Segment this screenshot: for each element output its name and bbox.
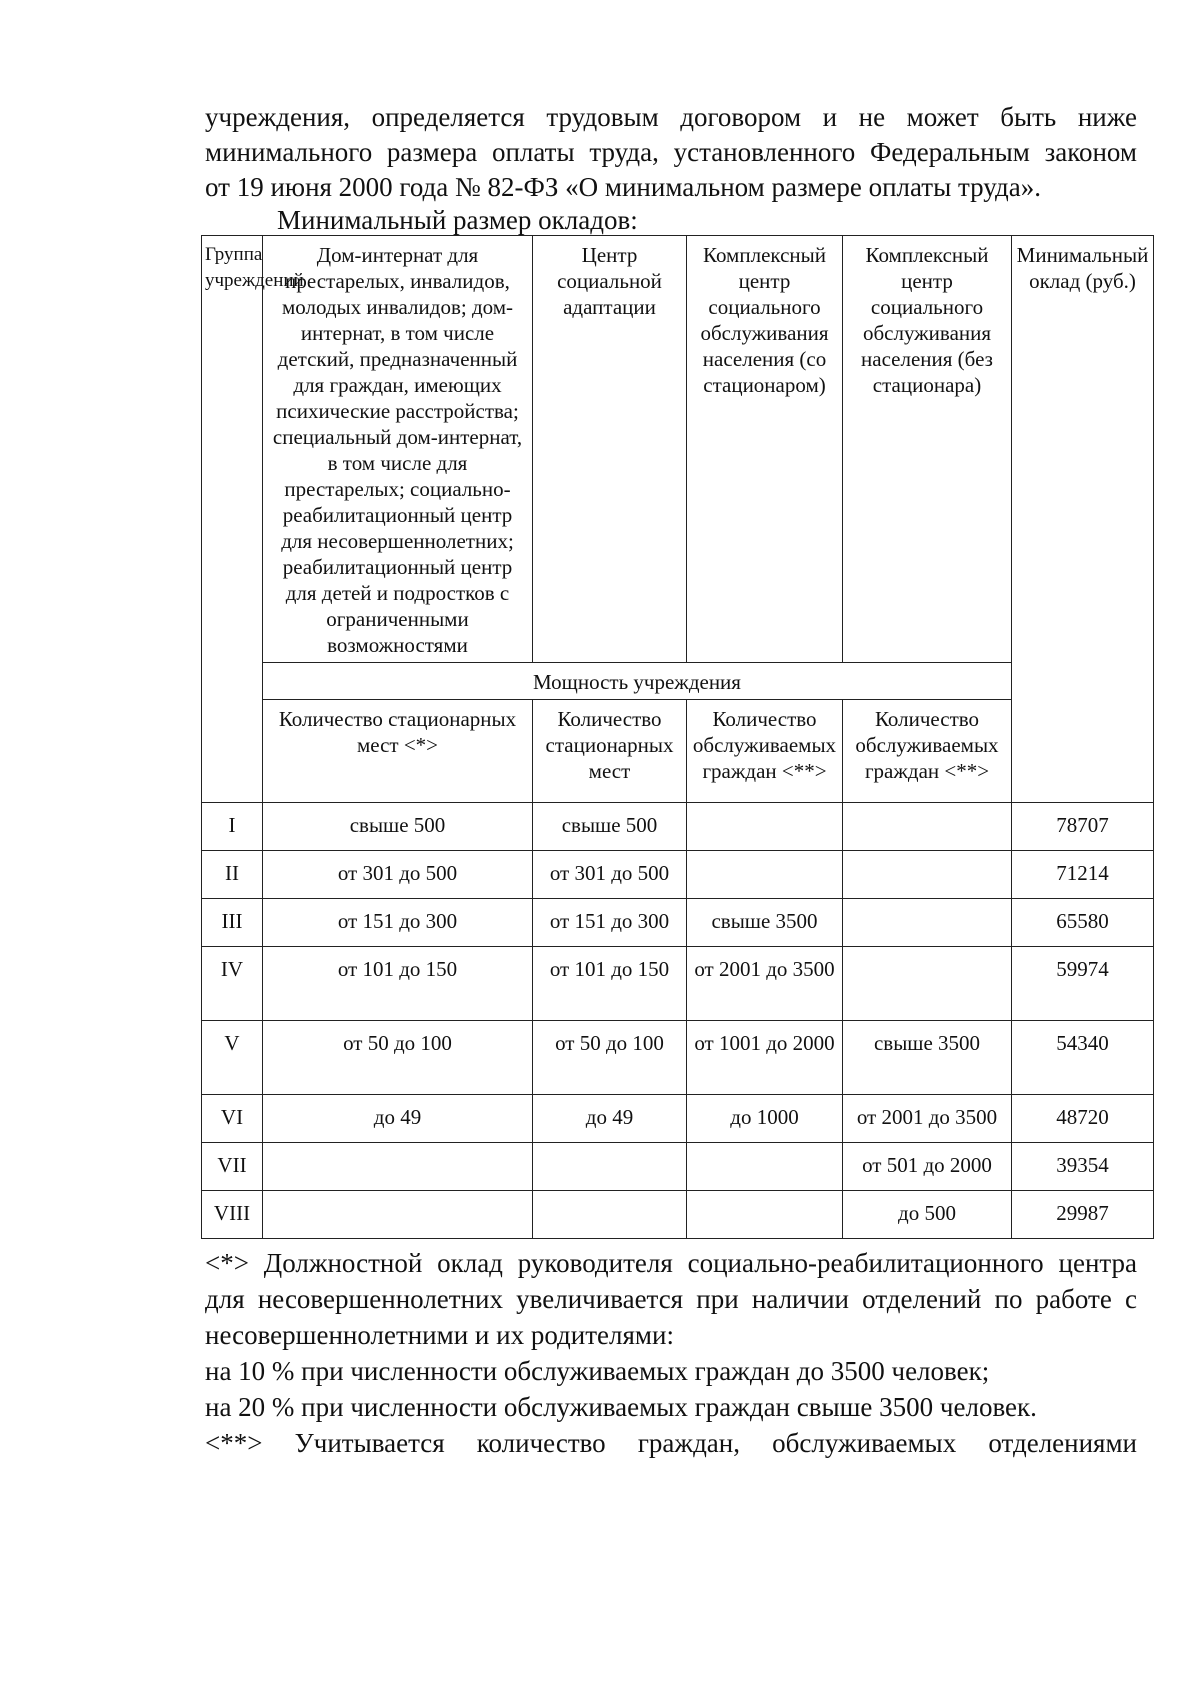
- intro-line-1: учреждения, определяется трудовым договором и не может быть ниже: [205, 102, 1137, 132]
- cell-b: от 151 до 300: [533, 899, 687, 947]
- cell-a: до 49: [263, 1095, 533, 1143]
- cell-d: [843, 899, 1012, 947]
- cell-salary: 59974: [1012, 947, 1154, 1021]
- table-row: [202, 803, 1154, 851]
- cell-c: [687, 851, 843, 899]
- capacity-row: [202, 663, 1154, 700]
- footnote-star-line-1: <*> Должностной оклад руководителя социально-реабилитационного центра: [205, 1248, 1137, 1278]
- table-row: [202, 1143, 1154, 1191]
- cell-b: [533, 1143, 687, 1191]
- footnote-star-line-3: несовершеннолетними и их родителями:: [205, 1320, 674, 1350]
- table-header-row: [202, 236, 1154, 663]
- table-row: [202, 851, 1154, 899]
- cell-d: [843, 803, 1012, 851]
- subheader-row: [202, 700, 1154, 803]
- cell-a: [263, 1191, 533, 1239]
- cell-salary: 54340: [1012, 1021, 1154, 1095]
- footnote-item-1: на 10 % при численности обслуживаемых граждан до 3500 человек;: [205, 1356, 990, 1386]
- cell-d: до 500: [843, 1191, 1012, 1239]
- cell-salary: 78707: [1012, 803, 1154, 851]
- cell-salary: 48720: [1012, 1095, 1154, 1143]
- table-caption: Минимальный размер окладов:: [277, 205, 638, 235]
- table-row: [202, 947, 1154, 1021]
- subheader-col-a: Количество стационарных мест <*>: [263, 700, 533, 803]
- cell-group: VI: [202, 1095, 263, 1143]
- cell-a: от 50 до 100: [263, 1021, 533, 1095]
- header-col-c: Комплексный центр социального обслуживания населения (со стационаром): [687, 236, 843, 663]
- cell-c: [687, 803, 843, 851]
- cell-b: свыше 500: [533, 803, 687, 851]
- table-row: [202, 1021, 1154, 1095]
- cell-group: II: [202, 851, 263, 899]
- cell-c: до 1000: [687, 1095, 843, 1143]
- cell-b: от 301 до 500: [533, 851, 687, 899]
- cell-c: от 2001 до 3500: [687, 947, 843, 1021]
- footnote-star-line-2: для несовершеннолетних увеличивается при наличии отделений по работе с: [205, 1284, 1137, 1314]
- cell-a: от 151 до 300: [263, 899, 533, 947]
- cell-group: III: [202, 899, 263, 947]
- cell-b: от 101 до 150: [533, 947, 687, 1021]
- cell-d: от 501 до 2000: [843, 1143, 1012, 1191]
- capacity-label: Мощность учреждения: [263, 663, 1012, 700]
- table-row: [202, 1191, 1154, 1239]
- cell-a: [263, 1143, 533, 1191]
- cell-c: свыше 3500: [687, 899, 843, 947]
- cell-d: от 2001 до 3500: [843, 1095, 1012, 1143]
- header-col-d: Комплексный центр социального обслуживания населения (без стационара): [843, 236, 1012, 663]
- footnotes: [205, 1245, 1137, 1461]
- cell-a: от 301 до 500: [263, 851, 533, 899]
- cell-salary: 39354: [1012, 1143, 1154, 1191]
- cell-a: свыше 500: [263, 803, 533, 851]
- footnote-item-2: на 20 % при численности обслуживаемых граждан свыше 3500 человек.: [205, 1392, 1037, 1422]
- cell-d: [843, 851, 1012, 899]
- intro-line-2: минимального размера оплаты труда, установленного Федеральным законом: [205, 137, 1137, 167]
- salary-table: [201, 235, 1154, 1239]
- cell-c: [687, 1191, 843, 1239]
- subheader-col-b: Количество стационарных мест: [533, 700, 687, 803]
- footnote-double-star-line-1: <**> Учитывается количество граждан, обслуживаемых отделениями: [205, 1428, 1137, 1458]
- subheader-col-d: Количество обслуживаемых граждан <**>: [843, 700, 1012, 803]
- cell-salary: 65580: [1012, 899, 1154, 947]
- cell-group: IV: [202, 947, 263, 1021]
- cell-c: от 1001 до 2000: [687, 1021, 843, 1095]
- cell-b: до 49: [533, 1095, 687, 1143]
- header-salary: Минимальный оклад (руб.): [1012, 236, 1154, 803]
- header-group: Группа учреждений: [202, 236, 263, 803]
- cell-group: I: [202, 803, 263, 851]
- cell-c: [687, 1143, 843, 1191]
- cell-b: [533, 1191, 687, 1239]
- cell-group: VII: [202, 1143, 263, 1191]
- table-row: [202, 1095, 1154, 1143]
- subheader-col-c: Количество обслуживаемых граждан <**>: [687, 700, 843, 803]
- cell-b: от 50 до 100: [533, 1021, 687, 1095]
- cell-salary: 29987: [1012, 1191, 1154, 1239]
- cell-salary: 71214: [1012, 851, 1154, 899]
- table-row: [202, 899, 1154, 947]
- cell-d: свыше 3500: [843, 1021, 1012, 1095]
- header-col-b: Центр социальной адаптации: [533, 236, 687, 663]
- cell-group: VIII: [202, 1191, 263, 1239]
- intro-line-3: от 19 июня 2000 года № 82-ФЗ «О минимальном размере оплаты труда».: [205, 172, 1042, 202]
- document-page: [205, 100, 1149, 1461]
- cell-a: от 101 до 150: [263, 947, 533, 1021]
- intro-paragraph: [205, 100, 1137, 205]
- header-col-a: Дом-интернат для престарелых, инвалидов, молодых инвалидов; дом-интернат, в том числе детский, предназначенный для граждан, имеющих психические расстройства; специальный дом-интернат, в том числе для престарелых; социально-реабилитационный центр для несовершеннолетних; реабилитационный центр для детей и подростков с ограниченными возможностями: [263, 236, 533, 663]
- cell-d: [843, 947, 1012, 1021]
- cell-group: V: [202, 1021, 263, 1095]
